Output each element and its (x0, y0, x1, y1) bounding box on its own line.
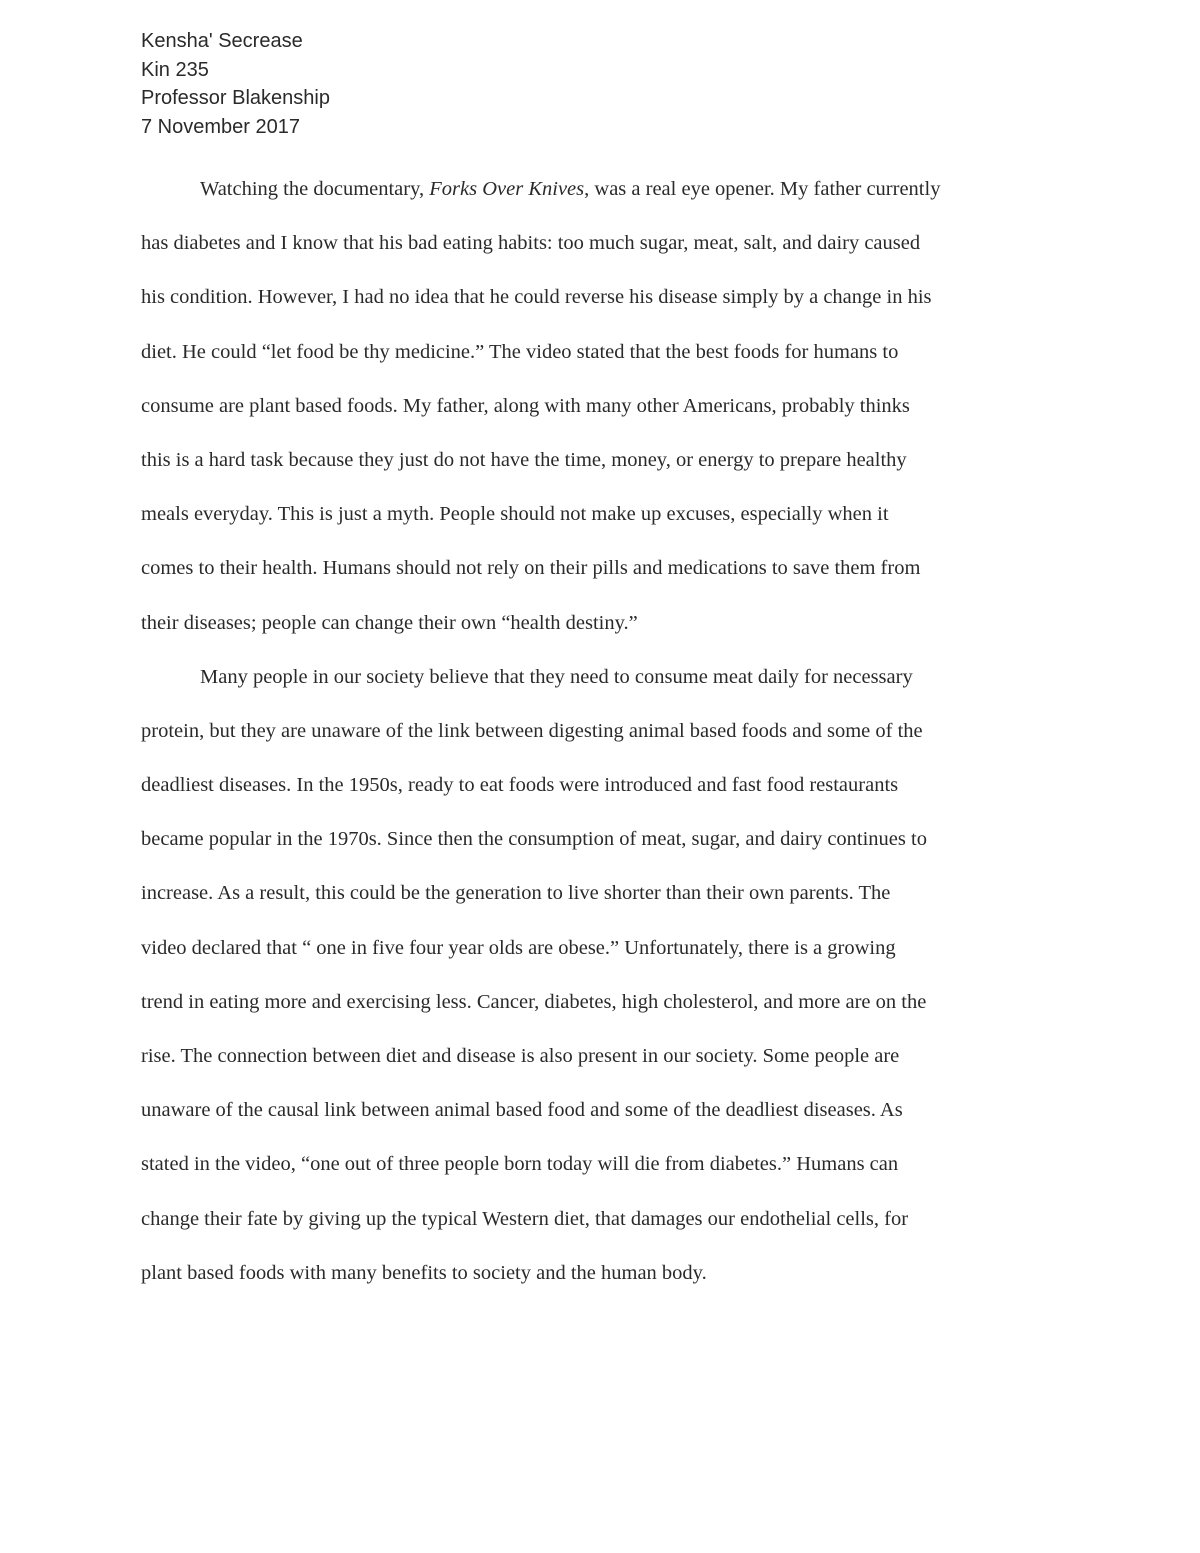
paragraph-1 (141, 162, 1056, 650)
paragraph-line: his condition. However, I had no idea that he could reverse his disease simply by a change in his (141, 286, 932, 309)
paragraph-line: rise. The connection between diet and disease is also present in our society. Some people are (141, 1045, 900, 1067)
paragraph-line: increase. As a result, this could be the generation to live shorter than their own parents. The (141, 882, 891, 905)
paragraph-line: deadliest diseases. In the 1950s, ready to eat foods were introduced and fast food restaurants (141, 774, 899, 797)
line-text-end: , was a real eye opener. My father currently (584, 178, 941, 200)
paragraph-line: unaware of the causal link between animal based food and some of the deadliest diseases. As (141, 1099, 903, 1122)
paragraph-line: stated in the video, “one out of three people born today will die from diabetes.” Humans can (141, 1153, 899, 1176)
paragraph-1-line-1 (141, 162, 1056, 216)
author-name: Kensha' Secrease (141, 30, 303, 52)
essay-date: 7 November 2017 (141, 115, 300, 138)
paragraph-line: video declared that “ one in five four year olds are obese.” Unfortunately, there is a growing (141, 936, 896, 959)
paragraph-line: protein, but they are unaware of the link between digesting animal based foods and some of the (141, 719, 923, 742)
professor-name: Professor Blakenship (141, 87, 330, 109)
paragraph-line: Many people in our society believe that they need to consume meat daily for necessary (200, 665, 913, 688)
essay-header (141, 27, 330, 141)
paragraph-line: change their fate by giving up the typical Western diet, that damages our endothelial cells, for (141, 1207, 909, 1230)
paragraph-2 (141, 650, 1056, 1300)
essay-body (141, 162, 1056, 1300)
paragraph-line: has diabetes and I know that his bad eating habits: too much sugar, meat, salt, and dairy caused (141, 232, 921, 255)
paragraph-line: plant based foods with many benefits to society and the human body. (141, 1261, 707, 1284)
line-text-start: Watching the documentary, (200, 178, 430, 200)
paragraph-line: meals everyday. This is just a myth. People should not make up excuses, especially when it (141, 503, 889, 526)
paragraph-line: comes to their health. Humans should not rely on their pills and medications to save them from (141, 557, 921, 580)
film-title: Forks Over Knives (429, 178, 585, 200)
paragraph-line: this is a hard task because they just do not have the time, money, or energy to prepare healthy (141, 448, 907, 471)
paragraph-line: diet. He could “let food be thy medicine.” The video stated that the best foods for humans to (141, 340, 899, 363)
paragraph-line: trend in eating more and exercising less. Cancer, diabetes, high cholesterol, and more are on the (141, 990, 927, 1013)
course-name: Kin 235 (141, 58, 209, 81)
paragraph-line: their diseases; people can change their own “health destiny.” (141, 611, 638, 634)
paragraph-line: consume are plant based foods. My father, along with many other Americans, probably thinks (141, 394, 910, 417)
paragraph-line: became popular in the 1970s. Since then the consumption of meat, sugar, and dairy continues to (141, 828, 927, 851)
